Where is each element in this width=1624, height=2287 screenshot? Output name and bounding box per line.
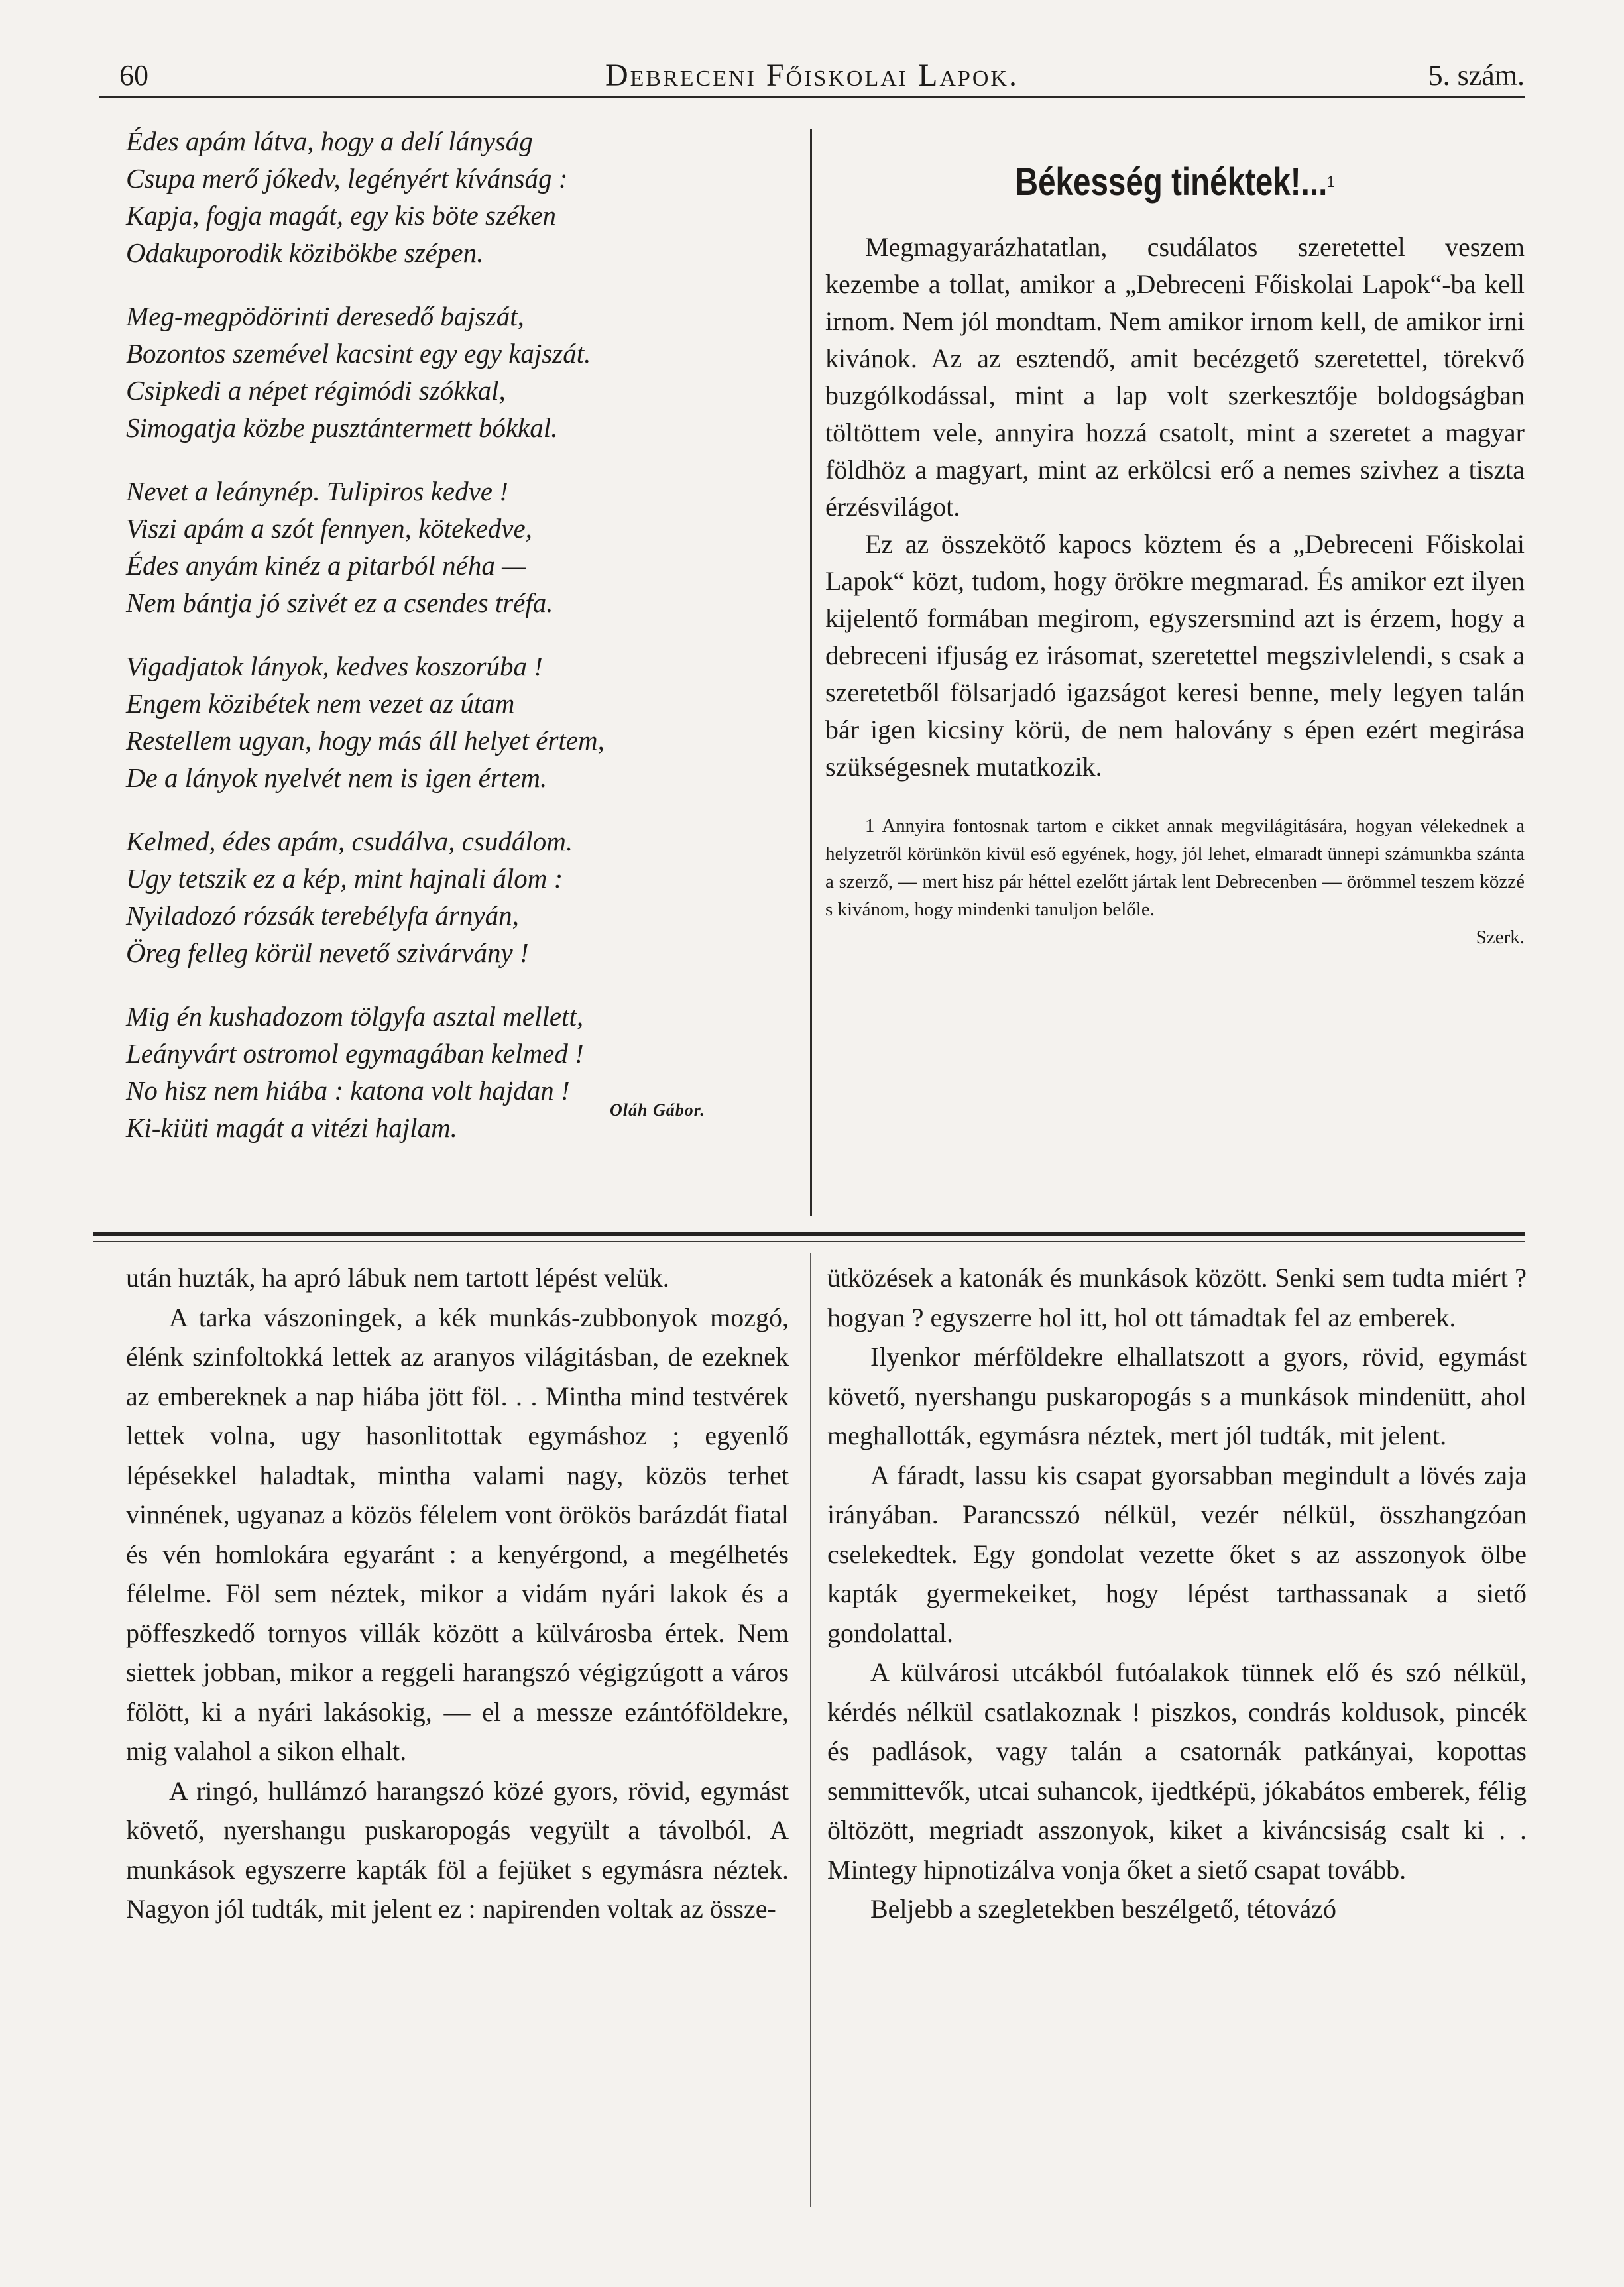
poem-stanza <box>126 648 795 796</box>
lower-column-divider <box>810 1253 811 2207</box>
story-paragraph: után huzták, ha apró lábuk nem tartott lépést velük. <box>126 1263 669 1293</box>
page-number: 60 <box>119 59 148 91</box>
story-paragraph: A tarka vászoningek, a kék munkás-zubbonyok mozgó, élénk szinfoltokká lettek az aranyos világitásban, de ezeknek az embereknek a nap hiába jött föl. . . Mintha mind testvérek lettek volna, ugy hasonlitottak egymáshoz ; egyenlő lépésekkel haladtak, mintha valami nagy, közös terhet vinnének, ugyanaz a közös félelem vont örökös barázdát fiatal és vén homlokára egyaránt : a kenyérgond, a megélhetés félelme. Föl sem néztek, mikor a vidám nyári lakok és a pöffeszkedő tornyos villák között a külvárosba értek. Nem siettek jobban, mikor a reggeli harangszó végigzúgott a város fölött, ki a nyári lakásokig, — el a messze ezántóföldekre, mig valahol a sikon elhalt. <box>126 1302 789 1766</box>
poem-stanza <box>126 298 795 446</box>
article-paragraph: Megmagyarázhatatlan, csudálatos szeretettel veszem kezembe a tollat, amikor a „Debreceni Főiskolai Lapok“-ba kell irnom. Nem jól mondtam. Nem amikor irnom kell, de amikor irni kivánok. Az az esztendő, amit becézgető szeretettel, törekvő buzgólkodással, mint a lap volt szerkesztője boldogságban töltöttem vele, annyira hozzá csatolt, mint a szeretet a magyar földhöz a magyart, mint az erkölcsi erő a nemes szivhez a tiszta érzésvilágot. <box>825 232 1525 522</box>
issue-number: 5. szám. <box>1428 59 1525 91</box>
footnote-signature: Szerk. <box>1476 927 1525 948</box>
poem-line: Leányvárt ostromol egymagában kelmed ! <box>126 1038 584 1069</box>
poem <box>126 123 795 1173</box>
poem-line: Engem közibétek nem vezet az útam <box>126 688 515 719</box>
article-title <box>888 156 1462 209</box>
poem-line: Bozontos szemével kacsint egy egy kajszát. <box>126 338 591 369</box>
footnote-mark: 1 <box>1327 173 1335 191</box>
poem-author: Oláh Gábor. <box>610 1100 705 1120</box>
story-paragraph: Beljebb a szegletekben beszélgető, tétovázó <box>870 1894 1337 1924</box>
story-paragraph: A ringó, hullámzó harangszó közé gyors, rövid, egymást követő, nyershangu puskaropogás vegyült a távolból. A munkások egyszerre kapták föl a fejüket s egymásra néztek. Nagyon jól tudták, mit jelent ez : napirenden voltak az össze- <box>126 1775 789 1924</box>
section-rule <box>93 1232 1525 1236</box>
poem-line: Simogatja közbe pusztántermett bókkal. <box>126 412 558 443</box>
poem-line: Nyiladozó rózsák terebélyfa árnyán, <box>126 900 519 931</box>
poem-line: Kapja, fogja magát, egy kis böte széken <box>126 200 557 231</box>
poem-line: Viszi apám a szót fennyen, kötekedve, <box>126 513 532 544</box>
poem-stanza <box>126 998 795 1146</box>
column-divider <box>810 129 812 1216</box>
poem-line: Nevet a leánynép. Tulipiros kedve ! <box>126 476 508 506</box>
story-column-left <box>126 1258 789 1929</box>
poem-line: Nem bántja jó szivét ez a csendes tréfa. <box>126 587 553 618</box>
poem-line: No hisz nem hiába : katona volt hajdan ! <box>126 1075 570 1106</box>
poem-line: Mig én kushadozom tölgyfa asztal mellett, <box>126 1001 584 1031</box>
poem-stanza <box>126 823 795 971</box>
poem-line: Édes apám látva, hogy a delí lányság <box>126 126 533 156</box>
poem-line: Meg-megpödörinti deresedő bajszát, <box>126 301 524 331</box>
poem-line: Restellem ugyan, hogy más áll helyet értem, <box>126 725 605 756</box>
poem-line: Vigadjatok lányok, kedves koszorúba ! <box>126 651 543 681</box>
story-paragraph: A fáradt, lassu kis csapat gyorsabban megindult a lövés zaja irányában. Parancsszó nélkül, vezér nélkül, összhangzóan cselekedtek. Egy gondolat vezette őket s az asszonyok ölbe kapták gyermekeiket, hogy lépést tarthassanak a siető gondolattal. <box>827 1460 1527 1648</box>
section-rule-thin <box>93 1241 1525 1242</box>
footnote-text: 1 Annyira fontosnak tartom e cikket annak megvilágitására, hogyan vélekednek a helyzetről körünkön kivül eső egyének, hogy, jól lehet, elmaradt ünnepi számunkba szánta a szerző, — mert hisz pár héttel ezelőtt jártak lent Debrecenben — örömmel teszem közzé s kivánom, hogy mindenki tanuljon belőle. <box>825 815 1525 920</box>
poem-line: Ugy tetszik ez a kép, mint hajnali álom : <box>126 863 563 894</box>
poem-line: De a lányok nyelvét nem is igen értem. <box>126 762 548 793</box>
journal-title: Debreceni Főiskolai Lapok. <box>605 58 1019 93</box>
article-paragraph: Ez az összekötő kapocs köztem és a „Debreceni Főiskolai Lapok“ közt, tudom, hogy örökre megmarad. És amikor ezt ilyen kijelentő formában megirom, egyszersmind azt is érzem, hogy a debreceni ifjuság ez irásomat, szeretettel megszivlelendi, s csak a szeretetből fölsarjadó igazságot keresi benne, mely legyen talán bár igen kicsiny körü, de nem halovány s épen ezért megirása szükségesnek mutatkozik. <box>825 529 1525 782</box>
story-paragraph: Ilyenkor mérföldekre elhallatszott a gyors, rövid, egymást követő, nyershangu puskaropogás s a munkások mindenütt, ahol meghallották, egymásra néztek, mert jól tudták, mit jelent. <box>827 1342 1527 1450</box>
poem-line: Ki-kiüti magát a vitézi hajlam. <box>126 1112 457 1143</box>
story-paragraph: ütközések a katonák és munkások között. Senki sem tudta miért ? hogyan ? egyszerre hol itt, hol ott támadtak fel az emberek. <box>827 1263 1527 1332</box>
poem-stanza <box>126 473 795 621</box>
story-paragraph: A külvárosi utcákból futóalakok tünnek elő és szó nélkül, kérdés nélkül csatlakoznak ! piszkos, condrás koldusok, pincék és padlások, vagy talán a csatornák patkányai, kopottas semmittevők, utcai suhancok, ijedtképü, jókabátos emberek, félig öltözött, megriadt asszonyok, kiket a kiváncsiság csalt ki . . Mintegy hipnotizálva vonja őket a siető csapat tovább. <box>827 1657 1527 1885</box>
poem-line: Kelmed, édes apám, csudálva, csudálom. <box>126 826 573 856</box>
poem-stanza <box>126 123 795 271</box>
page-header <box>99 40 1525 93</box>
poem-line: Édes anyám kinéz a pitarból néha — <box>126 550 526 581</box>
header-rule <box>99 96 1525 98</box>
poem-line: Csipkedi a népet régimódi szókkal, <box>126 375 506 406</box>
footnote <box>825 812 1525 951</box>
article-title-text: Békesség tinéktek!... <box>1015 160 1328 204</box>
poem-line: Csupa merő jókedv, legényért kívánság : <box>126 163 568 194</box>
article <box>825 123 1525 951</box>
poem-line: Odakuporodik közibökbe szépen. <box>126 237 484 268</box>
story-column-right <box>827 1258 1527 1929</box>
poem-line: Öreg felleg körül nevető szivárvány ! <box>126 937 529 968</box>
